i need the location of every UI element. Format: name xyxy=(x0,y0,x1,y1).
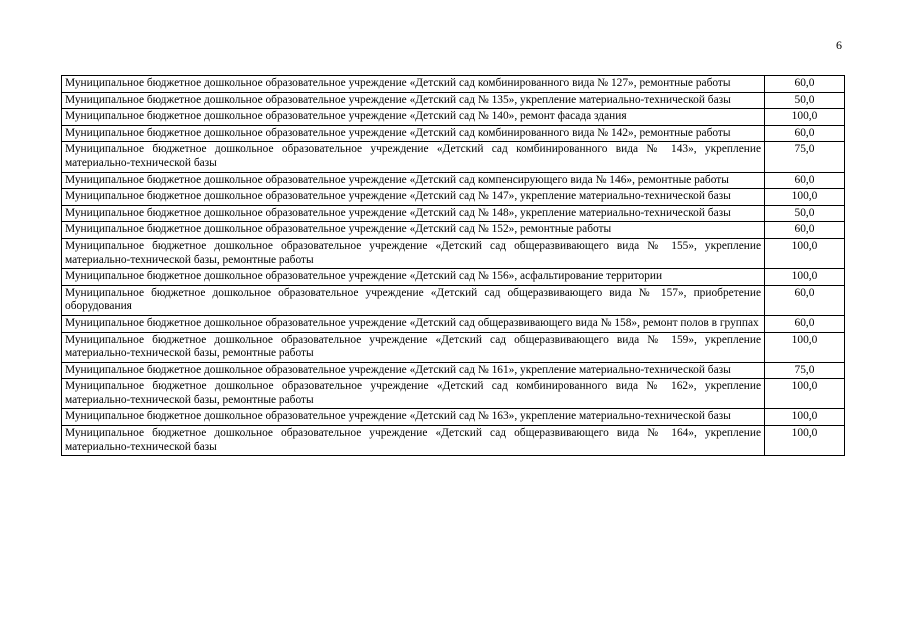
table-row xyxy=(62,109,845,126)
institution-cell: Муниципальное бюджетное дошкольное образовательное учреждение «Детский сад № 163», укрепление материально-технической базы xyxy=(62,409,765,426)
table-row xyxy=(62,332,845,362)
table-row xyxy=(62,426,845,456)
table-row xyxy=(62,238,845,268)
institution-cell: Муниципальное бюджетное дошкольное образовательное учреждение «Детский сад № 161», укрепление материально-технической базы xyxy=(62,362,765,379)
amount-cell: 50,0 xyxy=(765,92,845,109)
institution-cell: Муниципальное бюджетное дошкольное образовательное учреждение «Детский сад № 156», асфальтирование территории xyxy=(62,269,765,286)
table-row xyxy=(62,285,845,315)
institution-cell: Муниципальное бюджетное дошкольное образовательное учреждение «Детский сад комбинированного вида № 162», укрепление материально-технической базы, ремонтные работы xyxy=(62,379,765,409)
amount-cell: 60,0 xyxy=(765,125,845,142)
institution-cell: Муниципальное бюджетное дошкольное образовательное учреждение «Детский сад общеразвивающего вида № 155», укрепление материально-технической базы, ремонтные работы xyxy=(62,238,765,268)
amount-cell: 60,0 xyxy=(765,315,845,332)
amount-cell: 75,0 xyxy=(765,362,845,379)
institution-cell: Муниципальное бюджетное дошкольное образовательное учреждение «Детский сад компенсирующего вида № 146», ремонтные работы xyxy=(62,172,765,189)
table-row xyxy=(62,142,845,172)
amount-cell: 100,0 xyxy=(765,332,845,362)
amount-cell: 100,0 xyxy=(765,269,845,286)
table-row xyxy=(62,189,845,206)
institution-cell: Муниципальное бюджетное дошкольное образовательное учреждение «Детский сад № 148», укрепление материально-технической базы xyxy=(62,205,765,222)
amount-cell: 100,0 xyxy=(765,238,845,268)
table-row xyxy=(62,315,845,332)
table-row xyxy=(62,76,845,93)
institution-cell: Муниципальное бюджетное дошкольное образовательное учреждение «Детский сад общеразвивающего вида № 157», приобретение оборудования xyxy=(62,285,765,315)
table-row xyxy=(62,172,845,189)
table-row xyxy=(62,205,845,222)
table-row xyxy=(62,362,845,379)
amount-cell: 100,0 xyxy=(765,109,845,126)
institution-cell: Муниципальное бюджетное дошкольное образовательное учреждение «Детский сад комбинированного вида № 143», укрепление материально-технической базы xyxy=(62,142,765,172)
amount-cell: 60,0 xyxy=(765,222,845,239)
table-row xyxy=(62,92,845,109)
table-row xyxy=(62,125,845,142)
page-number: 6 xyxy=(836,38,842,52)
institution-cell: Муниципальное бюджетное дошкольное образовательное учреждение «Детский сад № 152», ремонтные работы xyxy=(62,222,765,239)
amount-cell: 100,0 xyxy=(765,379,845,409)
institution-cell: Муниципальное бюджетное дошкольное образовательное учреждение «Детский сад комбинированного вида № 127», ремонтные работы xyxy=(62,76,765,93)
institution-cell: Муниципальное бюджетное дошкольное образовательное учреждение «Детский сад № 140», ремонт фасада здания xyxy=(62,109,765,126)
funding-table xyxy=(61,75,845,456)
table-row xyxy=(62,379,845,409)
institution-cell: Муниципальное бюджетное дошкольное образовательное учреждение «Детский сад № 135», укрепление материально-технической базы xyxy=(62,92,765,109)
table-row xyxy=(62,409,845,426)
amount-cell: 75,0 xyxy=(765,142,845,172)
amount-cell: 60,0 xyxy=(765,285,845,315)
amount-cell: 60,0 xyxy=(765,172,845,189)
amount-cell: 100,0 xyxy=(765,426,845,456)
institution-cell: Муниципальное бюджетное дошкольное образовательное учреждение «Детский сад общеразвивающего вида № 158», ремонт полов в группах xyxy=(62,315,765,332)
funding-table-body xyxy=(62,76,845,456)
table-row xyxy=(62,222,845,239)
institution-cell: Муниципальное бюджетное дошкольное образовательное учреждение «Детский сад комбинированного вида № 142», ремонтные работы xyxy=(62,125,765,142)
amount-cell: 60,0 xyxy=(765,76,845,93)
institution-cell: Муниципальное бюджетное дошкольное образовательное учреждение «Детский сад № 147», укрепление материально-технической базы xyxy=(62,189,765,206)
amount-cell: 50,0 xyxy=(765,205,845,222)
institution-cell: Муниципальное бюджетное дошкольное образовательное учреждение «Детский сад общеразвивающего вида № 159», укрепление материально-технической базы, ремонтные работы xyxy=(62,332,765,362)
amount-cell: 100,0 xyxy=(765,189,845,206)
amount-cell: 100,0 xyxy=(765,409,845,426)
institution-cell: Муниципальное бюджетное дошкольное образовательное учреждение «Детский сад общеразвивающего вида № 164», укрепление материально-технической базы xyxy=(62,426,765,456)
table-row xyxy=(62,269,845,286)
